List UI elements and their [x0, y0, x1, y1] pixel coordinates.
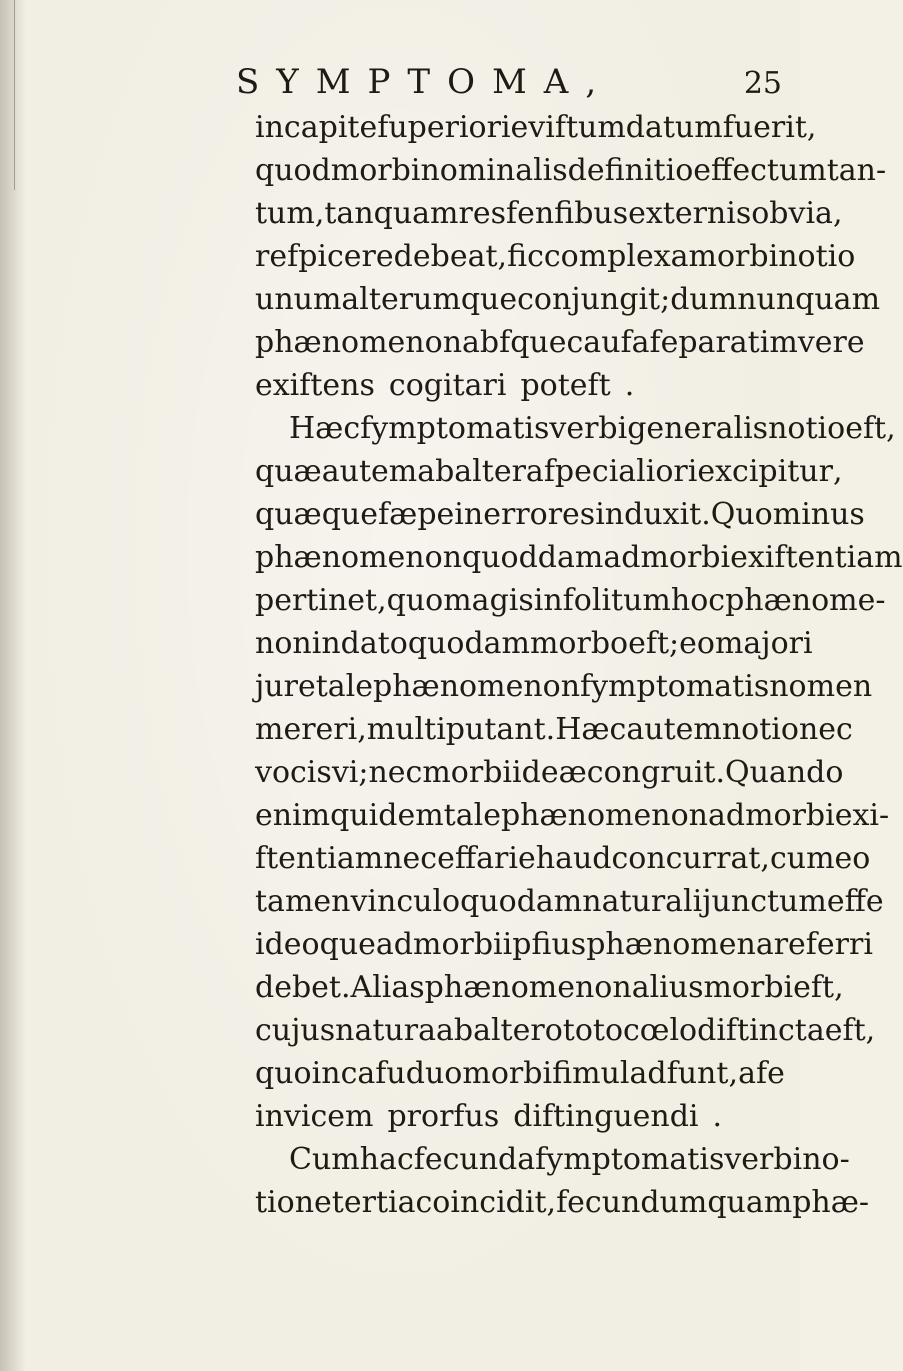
- word: quo: [255, 1056, 312, 1091]
- word: eft: [628, 626, 670, 661]
- word: nominalis: [420, 153, 568, 188]
- word: fecundum: [556, 1185, 708, 1220]
- text-line: [255, 407, 896, 450]
- word: ,: [886, 411, 896, 446]
- word: ,: [834, 970, 844, 1005]
- word: res: [458, 196, 506, 231]
- text-line: [255, 751, 844, 794]
- text-line: [255, 235, 856, 278]
- word: excipitur: [697, 454, 833, 489]
- word: morbo: [529, 626, 629, 661]
- page-edge-rule: [14, 0, 15, 190]
- word: prorfus: [387, 1099, 500, 1134]
- word: poteft: [520, 368, 611, 403]
- word: morbi: [462, 1056, 553, 1091]
- word: refpicere: [255, 239, 394, 274]
- word: quam: [707, 1185, 793, 1220]
- word: tione: [255, 1185, 332, 1220]
- word: fic: [507, 239, 544, 274]
- word: a: [738, 1056, 756, 1091]
- word: invicem: [255, 1099, 374, 1134]
- word: ipfius: [502, 927, 587, 962]
- word: magis: [443, 583, 534, 618]
- word: quæ: [255, 454, 322, 489]
- text-line: [255, 493, 865, 536]
- word: ,: [865, 1013, 876, 1048]
- word: haud: [535, 841, 612, 876]
- word: feparatim: [649, 325, 798, 360]
- word: morbi: [330, 153, 421, 188]
- word: mereri: [255, 712, 358, 747]
- word: altera: [454, 454, 544, 489]
- word: phænomenon: [500, 798, 708, 833]
- word: junctum: [702, 884, 827, 919]
- word: fpecialiori: [543, 454, 698, 489]
- word: obvia: [751, 196, 833, 231]
- word: phænomena: [586, 927, 774, 962]
- word: fuerit: [722, 110, 807, 145]
- word: autem: [321, 454, 418, 489]
- word: capite: [283, 110, 378, 145]
- word: cafu: [340, 1056, 406, 1091]
- word: tamen: [255, 884, 351, 919]
- word: naturali: [582, 884, 703, 919]
- word: congruit: [586, 755, 716, 790]
- running-title: SYMPTOMA,: [236, 62, 614, 102]
- word: multi: [366, 712, 446, 747]
- word: morbi: [688, 239, 779, 274]
- word: ,: [357, 712, 367, 747]
- word: eo: [834, 841, 871, 876]
- word: .: [712, 1099, 723, 1134]
- text-line: [255, 880, 884, 923]
- word: phænomenon: [373, 669, 581, 704]
- word: quoddam: [462, 540, 604, 575]
- word: vocis: [255, 755, 332, 790]
- word: hoc: [670, 583, 726, 618]
- word: fe: [756, 1056, 785, 1091]
- word: notio: [721, 712, 799, 747]
- word: fymptomatis: [360, 411, 550, 446]
- word: tum: [255, 196, 315, 231]
- word: neceffarie: [383, 841, 536, 876]
- word: ,: [546, 1185, 557, 1220]
- word: morbi: [640, 540, 731, 575]
- text-line: [255, 1138, 850, 1181]
- word: conjungit: [517, 282, 661, 317]
- word: verbi: [549, 411, 628, 446]
- word: eviftum: [510, 110, 626, 145]
- word: generalis: [627, 411, 769, 446]
- word: ,: [728, 1056, 739, 1091]
- word: phænomenon: [424, 970, 632, 1005]
- word: pertinet: [255, 583, 378, 618]
- word: hac: [359, 1142, 414, 1177]
- word: abfque: [462, 325, 567, 360]
- word: eft: [845, 411, 887, 446]
- word: ,: [314, 196, 325, 231]
- word: phænome-: [725, 583, 886, 618]
- word: verbi: [724, 1142, 803, 1177]
- text-line: [255, 966, 844, 1009]
- word: unum: [255, 282, 342, 317]
- word: diftincta: [697, 1013, 825, 1048]
- text-line: [255, 321, 865, 364]
- text-line: [255, 192, 843, 235]
- gutter-shadow: [0, 0, 26, 1371]
- word: ;: [660, 282, 671, 317]
- word: Hæc: [289, 411, 361, 446]
- word: ad: [707, 798, 746, 833]
- word: jure: [255, 669, 316, 704]
- word: exiftentiam: [730, 540, 903, 575]
- word: quo: [386, 583, 444, 618]
- word: majori: [714, 626, 813, 661]
- word: .: [340, 970, 351, 1005]
- text-line: [255, 106, 817, 149]
- word: fymptomatis: [580, 669, 770, 704]
- word: dato: [340, 626, 408, 661]
- word: quod: [255, 153, 331, 188]
- word: effectum: [693, 153, 827, 188]
- word: putant: [445, 712, 546, 747]
- word: Hæc: [555, 712, 627, 747]
- word: cogitari: [388, 368, 507, 403]
- word: exi-: [834, 798, 890, 833]
- word: vere: [797, 325, 865, 360]
- word: fymptomatis: [535, 1142, 725, 1177]
- word: phænomenon: [255, 325, 463, 360]
- word: coincidit: [415, 1185, 547, 1220]
- word: ad: [603, 540, 641, 575]
- word: ideæ: [512, 755, 587, 790]
- text-line: [255, 450, 843, 493]
- word: eft: [793, 970, 835, 1005]
- word: ,: [832, 454, 843, 489]
- word: effe: [826, 884, 884, 919]
- word: fecunda: [413, 1142, 536, 1177]
- word: vi: [331, 755, 359, 790]
- body-text: [255, 106, 903, 1224]
- word: morbi: [422, 755, 513, 790]
- word: morbi: [745, 798, 835, 833]
- word: ab: [435, 1013, 474, 1048]
- word: ,: [377, 583, 387, 618]
- text-line: [255, 837, 871, 880]
- word: in: [311, 1056, 341, 1091]
- word: .: [715, 755, 726, 790]
- word: Quando: [725, 755, 844, 790]
- word: notio: [778, 239, 856, 274]
- word: morbi: [703, 970, 794, 1005]
- word: tan-: [826, 153, 887, 188]
- word: minus: [772, 497, 865, 532]
- word: .: [701, 497, 711, 532]
- word: datum: [625, 110, 723, 145]
- word: alius: [631, 970, 704, 1005]
- word: no-: [802, 1142, 850, 1177]
- word: fimul: [552, 1056, 630, 1091]
- text-line: [255, 364, 785, 407]
- word: complexa: [543, 239, 689, 274]
- word: fuperiori: [377, 110, 511, 145]
- word: fenfibus: [506, 196, 629, 231]
- text-line: [255, 579, 886, 622]
- word: natura: [335, 1013, 436, 1048]
- word: eo: [679, 626, 715, 661]
- word: externis: [628, 196, 752, 231]
- word: quodam: [407, 626, 530, 661]
- word: errores: [483, 497, 596, 532]
- word: quæque: [255, 497, 379, 532]
- word: exiftens: [255, 368, 375, 403]
- word: debet: [255, 970, 341, 1005]
- word: cum: [769, 841, 835, 876]
- word: debeat: [393, 239, 498, 274]
- word: .: [624, 368, 635, 403]
- word: autem: [626, 712, 722, 747]
- word: ,: [806, 110, 817, 145]
- word: alterumque: [341, 282, 518, 317]
- word: phænomenon: [255, 540, 463, 575]
- text-line: [255, 278, 881, 321]
- running-head: [236, 62, 782, 110]
- word: Cum: [289, 1142, 360, 1177]
- word: infolitum: [533, 583, 671, 618]
- word: tanquam: [324, 196, 459, 231]
- text-line: [255, 665, 873, 708]
- word: ,: [760, 841, 770, 876]
- text-line: [255, 1009, 876, 1052]
- word: vinculo: [350, 884, 461, 919]
- word: in: [454, 497, 484, 532]
- word: tertia: [331, 1185, 416, 1220]
- word: non: [255, 626, 312, 661]
- word: ftentiam: [255, 841, 384, 876]
- word: definitio: [567, 153, 694, 188]
- word: tale: [315, 669, 374, 704]
- page-number: 25: [743, 66, 782, 101]
- word: fæpe: [378, 497, 455, 532]
- word: cujus: [255, 1013, 336, 1048]
- word: nomen: [769, 669, 873, 704]
- text-line: [255, 923, 873, 966]
- word: referri: [773, 927, 873, 962]
- word: Alias: [350, 970, 425, 1005]
- word: enim: [255, 798, 331, 833]
- word: nunquam: [737, 282, 881, 317]
- word: concurrat: [611, 841, 761, 876]
- word: morbi: [413, 927, 503, 962]
- text-line: [255, 1181, 870, 1224]
- word: Quo: [710, 497, 773, 532]
- word: ab: [417, 454, 455, 489]
- text-line: [255, 149, 887, 192]
- word: eft: [824, 1013, 866, 1048]
- word: ideoque: [255, 927, 376, 962]
- text-line: [255, 536, 903, 579]
- text-line: [255, 622, 813, 665]
- word: ;: [358, 755, 369, 790]
- word: toto: [562, 1013, 623, 1048]
- word: altero: [473, 1013, 563, 1048]
- word: cœlo: [623, 1013, 698, 1048]
- word: diftinguendi: [513, 1099, 699, 1134]
- word: ;: [669, 626, 680, 661]
- text-line: [255, 794, 890, 837]
- text-line: [255, 1095, 785, 1138]
- word: duo: [405, 1056, 463, 1091]
- word: ,: [497, 239, 508, 274]
- word: phæ-: [792, 1185, 870, 1220]
- word: in: [311, 626, 341, 661]
- word: in: [255, 110, 284, 145]
- word: ,: [832, 196, 843, 231]
- word: .: [545, 712, 556, 747]
- word: caufa: [566, 325, 650, 360]
- word: ad: [375, 927, 413, 962]
- word: tale: [443, 798, 501, 833]
- word: notio: [768, 411, 846, 446]
- text-line: [255, 708, 853, 751]
- word: nec: [368, 755, 423, 790]
- word: quodam: [460, 884, 583, 919]
- word: nec: [798, 712, 853, 747]
- word: quidem: [330, 798, 444, 833]
- word: induxit: [595, 497, 702, 532]
- word: adfunt: [629, 1056, 729, 1091]
- word: dum: [670, 282, 738, 317]
- text-line: [255, 1052, 785, 1095]
